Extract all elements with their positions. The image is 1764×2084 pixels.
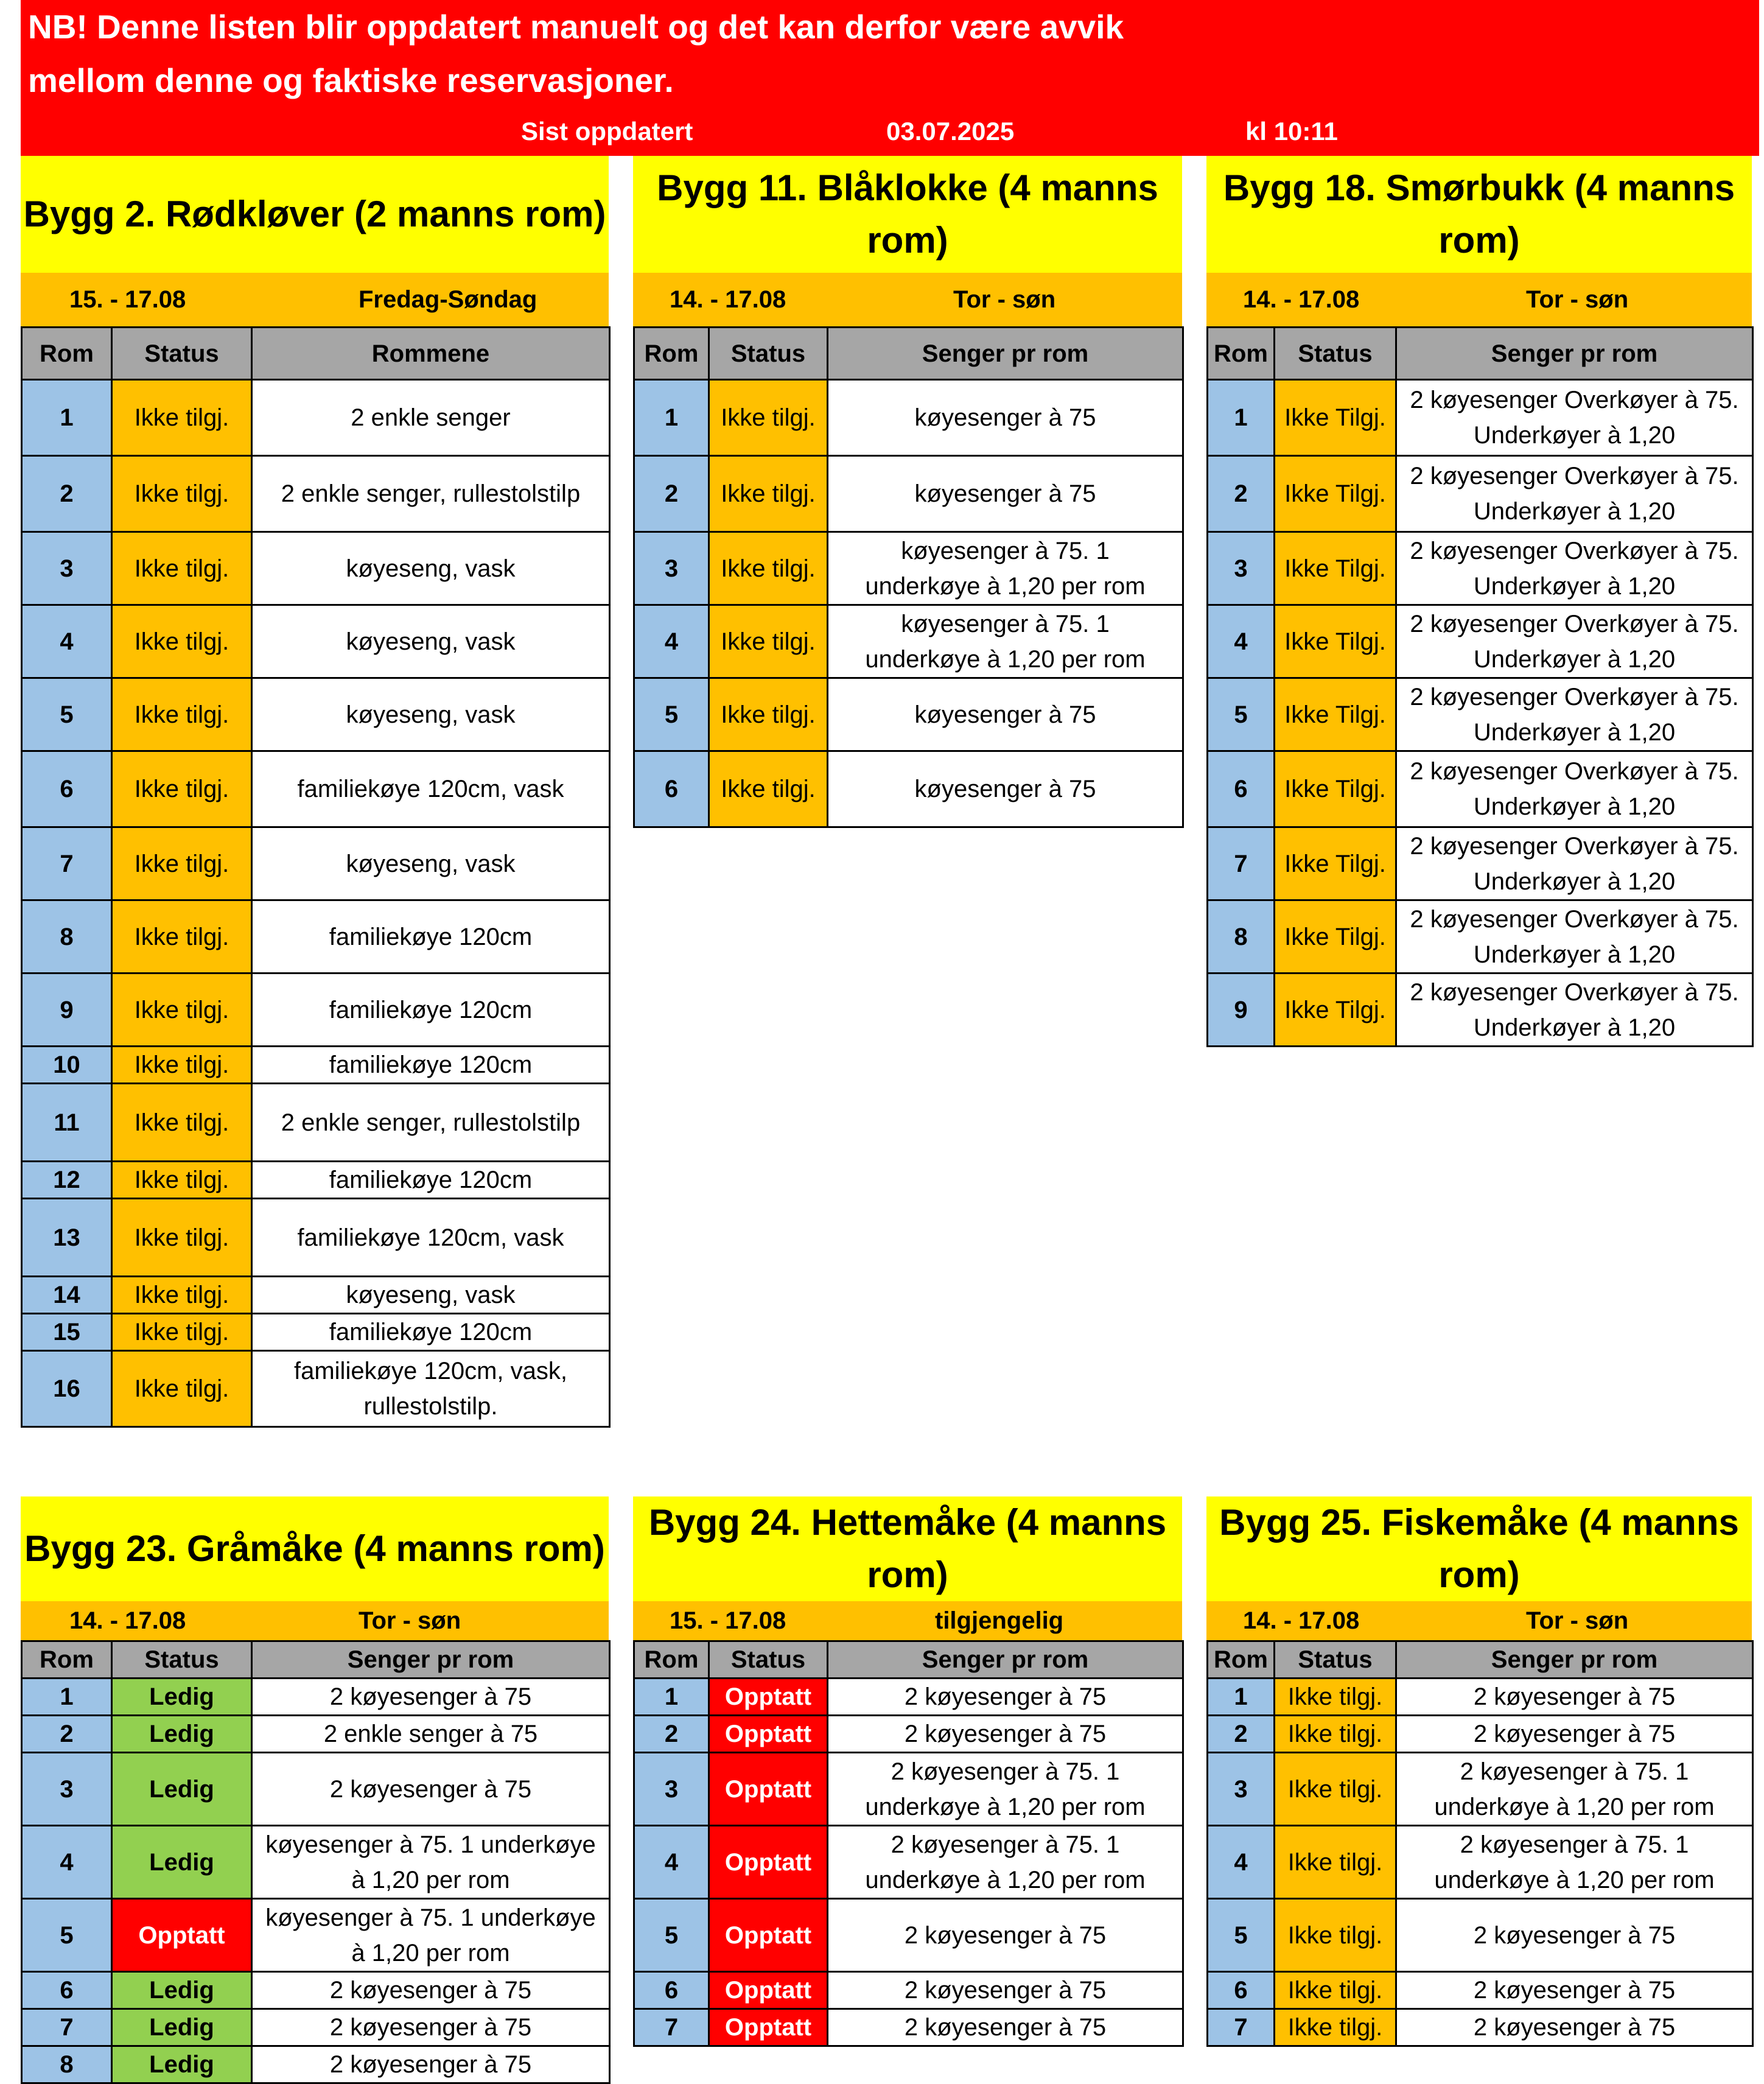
- table-row: [634, 751, 1183, 827]
- room-number: 3: [22, 1753, 112, 1826]
- room-beds: køyeseng, vask: [252, 532, 610, 605]
- table-row: [22, 1753, 610, 1826]
- column-header: Senger pr rom: [828, 328, 1183, 380]
- room-beds: 2 køyesenger à 75. 1 underkøye à 1,20 per rom: [828, 1826, 1183, 1899]
- table-row: [22, 1716, 610, 1753]
- table-row: [22, 380, 610, 456]
- column-header: Status: [112, 328, 252, 380]
- room-status: Opptatt: [709, 1972, 828, 2009]
- booking-period: [1206, 273, 1752, 326]
- column-header: Senger pr rom: [252, 1641, 610, 1679]
- room-beds: 2 køyesenger à 75: [828, 1716, 1183, 1753]
- room-status: Ikke tilgj.: [112, 532, 252, 605]
- building-title: Bygg 18. Smørbukk (4 manns rom): [1206, 156, 1752, 273]
- table-row: [1208, 1899, 1753, 1972]
- room-status: Ikke tilgj.: [112, 1351, 252, 1427]
- table-row: [1208, 1826, 1753, 1899]
- room-beds: køyesenger à 75. 1 underkøye à 1,20 per rom: [252, 1899, 610, 1972]
- table-row: [22, 1899, 610, 1972]
- room-status: Ikke tilgj.: [112, 1314, 252, 1351]
- room-beds: 2 køyesenger Overkøyer à 75. Underkøyer à 1,20: [1396, 827, 1753, 900]
- room-number: 3: [1208, 1753, 1275, 1826]
- room-beds: 2 køyesenger Overkøyer à 75. Underkøyer à 1,20: [1396, 974, 1753, 1047]
- period-days: tilgjengelig: [935, 1607, 1064, 1634]
- building-title: Bygg 25. Fiskemåke (4 manns rom): [1206, 1496, 1752, 1601]
- room-status: Ikke tilgj.: [112, 827, 252, 900]
- room-beds: 2 køyesenger à 75: [828, 1972, 1183, 2009]
- room-beds: køyesenger à 75: [828, 751, 1183, 827]
- room-beds: 2 køyesenger à 75: [252, 2046, 610, 2083]
- room-status: Ikke Tilgj.: [1275, 678, 1396, 751]
- room-beds: 2 køyesenger à 75: [828, 1679, 1183, 1716]
- room-beds: familiekøye 120cm, vask: [252, 751, 610, 827]
- room-status: Ikke Tilgj.: [1275, 974, 1396, 1047]
- room-status: Ikke tilgj.: [112, 974, 252, 1047]
- room-beds: 2 køyesenger à 75: [1396, 1899, 1753, 1972]
- room-number: 7: [22, 2009, 112, 2046]
- room-number: 6: [1208, 751, 1275, 827]
- room-status: Ikke tilgj.: [709, 456, 828, 532]
- room-beds: 2 køyesenger à 75: [252, 1753, 610, 1826]
- room-number: 5: [634, 1899, 709, 1972]
- room-number: 2: [1208, 456, 1275, 532]
- period-days: Tor - søn: [953, 286, 1056, 313]
- room-beds: 2 køyesenger Overkøyer à 75. Underkøyer à 1,20: [1396, 380, 1753, 456]
- room-number: 12: [22, 1162, 112, 1199]
- room-beds: 2 køyesenger Overkøyer à 75. Underkøyer à 1,20: [1396, 751, 1753, 827]
- table-row: [1208, 751, 1753, 827]
- table-row: [1208, 456, 1753, 532]
- room-number: 4: [634, 605, 709, 678]
- period-dates: 15. - 17.08: [670, 1607, 786, 1634]
- room-beds: 2 køyesenger à 75: [252, 1972, 610, 2009]
- rooms-table: [1206, 326, 1754, 1047]
- column-header: Rom: [634, 1641, 709, 1679]
- room-beds: familiekøye 120cm: [252, 1314, 610, 1351]
- room-beds: køyeseng, vask: [252, 678, 610, 751]
- updated-time: kl 10:11: [1245, 117, 1338, 146]
- room-status: Ledig: [112, 1679, 252, 1716]
- column-header: Rom: [1208, 1641, 1275, 1679]
- room-number: 4: [1208, 605, 1275, 678]
- table-row: [1208, 900, 1753, 974]
- room-number: 6: [634, 1972, 709, 2009]
- room-status: Ledig: [112, 1826, 252, 1899]
- room-number: 1: [634, 380, 709, 456]
- room-number: 5: [22, 678, 112, 751]
- period-days: Tor - søn: [1526, 1607, 1629, 1634]
- table-row: [1208, 974, 1753, 1047]
- table-row: [1208, 1753, 1753, 1826]
- rooms-table: [1206, 1640, 1754, 2047]
- warning-line-2: mellom denne og faktiske reservasjoner.: [28, 61, 674, 99]
- room-beds: køyesenger à 75. 1 underkøye à 1,20 per rom: [828, 605, 1183, 678]
- room-beds: 2 enkle senger, rullestolstilp: [252, 1084, 610, 1162]
- room-number: 7: [1208, 827, 1275, 900]
- table-row: [634, 2009, 1183, 2046]
- room-number: 13: [22, 1199, 112, 1277]
- room-status: Ikke tilgj.: [112, 900, 252, 974]
- room-beds: 2 køyesenger Overkøyer à 75. Underkøyer à 1,20: [1396, 605, 1753, 678]
- room-number: 6: [22, 1972, 112, 2009]
- rooms-table: [633, 326, 1184, 828]
- room-status: Ikke tilgj.: [709, 532, 828, 605]
- table-row: [634, 605, 1183, 678]
- room-number: 2: [22, 456, 112, 532]
- room-beds: 2 køyesenger à 75: [1396, 2009, 1753, 2046]
- room-beds: 2 køyesenger à 75: [828, 2009, 1183, 2046]
- room-number: 11: [22, 1084, 112, 1162]
- rooms-table: [21, 1640, 611, 2084]
- table-header-row: [22, 1641, 610, 1679]
- table-row: [1208, 1972, 1753, 2009]
- column-header: Senger pr rom: [1396, 1641, 1753, 1679]
- room-number: 7: [1208, 2009, 1275, 2046]
- room-beds: 2 køyesenger à 75: [252, 2009, 610, 2046]
- table-row: [634, 1716, 1183, 1753]
- room-beds: 2 køyesenger à 75: [1396, 1972, 1753, 2009]
- rooms-table: [633, 1640, 1184, 2047]
- room-status: Ikke tilgj.: [112, 1047, 252, 1084]
- room-status: Ikke Tilgj.: [1275, 532, 1396, 605]
- room-status: Ikke tilgj.: [112, 1277, 252, 1314]
- room-status: Opptatt: [709, 1716, 828, 1753]
- column-header: Status: [709, 328, 828, 380]
- room-beds: køyesenger à 75: [828, 380, 1183, 456]
- table-row: [634, 1753, 1183, 1826]
- room-number: 2: [634, 1716, 709, 1753]
- room-beds: familiekøye 120cm: [252, 1047, 610, 1084]
- table-row: [22, 2009, 610, 2046]
- room-beds: 2 køyesenger Overkøyer à 75. Underkøyer à 1,20: [1396, 456, 1753, 532]
- room-number: 5: [1208, 1899, 1275, 1972]
- room-status: Ikke tilgj.: [1275, 1679, 1396, 1716]
- room-status: Opptatt: [709, 1826, 828, 1899]
- room-number: 4: [22, 605, 112, 678]
- room-beds: familiekøye 120cm: [252, 1162, 610, 1199]
- updated-date: 03.07.2025: [886, 117, 1015, 146]
- table-row: [634, 380, 1183, 456]
- room-status: Ledig: [112, 1716, 252, 1753]
- room-status: Ikke Tilgj.: [1275, 380, 1396, 456]
- room-number: 1: [22, 1679, 112, 1716]
- building-title: Bygg 11. Blåklokke (4 manns rom): [633, 156, 1182, 273]
- room-status: Ikke Tilgj.: [1275, 900, 1396, 974]
- table-row: [22, 900, 610, 974]
- room-number: 4: [22, 1826, 112, 1899]
- room-beds: 2 enkle senger: [252, 380, 610, 456]
- room-status: Ikke tilgj.: [112, 1162, 252, 1199]
- table-row: [1208, 1716, 1753, 1753]
- warning-line-1: NB! Denne listen blir oppdatert manuelt og det kan derfor være avvik: [28, 8, 1124, 46]
- room-beds: 2 køyesenger Overkøyer à 75. Underkøyer à 1,20: [1396, 532, 1753, 605]
- rooms-table: [21, 326, 611, 1428]
- table-row: [22, 1199, 610, 1277]
- table-row: [1208, 827, 1753, 900]
- column-header: Senger pr rom: [828, 1641, 1183, 1679]
- room-beds: køyeseng, vask: [252, 605, 610, 678]
- table-row: [22, 1084, 610, 1162]
- room-number: 6: [22, 751, 112, 827]
- column-header: Rom: [634, 328, 709, 380]
- table-row: [22, 1679, 610, 1716]
- room-number: 1: [634, 1679, 709, 1716]
- room-status: Ikke tilgj.: [1275, 1716, 1396, 1753]
- period-dates: 15. - 17.08: [69, 286, 186, 313]
- table-row: [22, 605, 610, 678]
- room-status: Ikke tilgj.: [112, 678, 252, 751]
- table-row: [22, 1314, 610, 1351]
- column-header: Status: [1275, 1641, 1396, 1679]
- room-number: 6: [1208, 1972, 1275, 2009]
- room-number: 7: [22, 827, 112, 900]
- period-days: Tor - søn: [1526, 286, 1629, 313]
- table-row: [1208, 678, 1753, 751]
- room-status: Opptatt: [112, 1899, 252, 1972]
- room-number: 6: [634, 751, 709, 827]
- table-row: [22, 827, 610, 900]
- room-status: Ledig: [112, 1972, 252, 2009]
- warning-banner: [21, 0, 1759, 156]
- booking-period: [21, 273, 609, 326]
- table-row: [634, 1899, 1183, 1972]
- table-row: [1208, 380, 1753, 456]
- table-row: [22, 1826, 610, 1899]
- period-days: Tor - søn: [359, 1607, 461, 1634]
- room-beds: 2 køyesenger à 75. 1 underkøye à 1,20 per rom: [828, 1753, 1183, 1826]
- room-status: Ikke tilgj.: [709, 678, 828, 751]
- table-row: [22, 1162, 610, 1199]
- room-beds: familiekøye 120cm, vask: [252, 1199, 610, 1277]
- booking-period: [633, 273, 1182, 326]
- room-beds: 2 køyesenger Overkøyer à 75. Underkøyer à 1,20: [1396, 900, 1753, 974]
- table-row: [22, 751, 610, 827]
- table-row: [634, 532, 1183, 605]
- table-header-row: [634, 328, 1183, 380]
- table-row: [22, 1972, 610, 2009]
- table-header-row: [1208, 328, 1753, 380]
- table-header-row: [634, 1641, 1183, 1679]
- period-dates: 14. - 17.08: [69, 1607, 186, 1634]
- booking-period: [1206, 1601, 1752, 1640]
- room-status: Ledig: [112, 1753, 252, 1826]
- room-status: Opptatt: [709, 1679, 828, 1716]
- room-number: 4: [1208, 1826, 1275, 1899]
- room-status: Ikke tilgj.: [112, 1199, 252, 1277]
- room-number: 2: [1208, 1716, 1275, 1753]
- room-beds: køyesenger à 75: [828, 456, 1183, 532]
- room-number: 1: [22, 380, 112, 456]
- room-status: Ikke Tilgj.: [1275, 751, 1396, 827]
- room-status: Ikke tilgj.: [112, 751, 252, 827]
- table-header-row: [1208, 1641, 1753, 1679]
- room-number: 2: [634, 456, 709, 532]
- table-row: [22, 2046, 610, 2083]
- room-number: 3: [634, 1753, 709, 1826]
- room-number: 1: [1208, 1679, 1275, 1716]
- table-row: [22, 974, 610, 1047]
- room-number: 1: [1208, 380, 1275, 456]
- room-beds: 2 køyesenger à 75: [1396, 1679, 1753, 1716]
- room-beds: køyesenger à 75. 1 underkøye à 1,20 per rom: [828, 532, 1183, 605]
- table-row: [634, 1679, 1183, 1716]
- room-beds: 2 køyesenger Overkøyer à 75. Underkøyer à 1,20: [1396, 678, 1753, 751]
- booking-period: [21, 1601, 609, 1640]
- column-header: Rom: [1208, 328, 1275, 380]
- table-row: [634, 678, 1183, 751]
- column-header: Senger pr rom: [1396, 328, 1753, 380]
- room-status: Ikke tilgj.: [1275, 2009, 1396, 2046]
- room-status: Ikke tilgj.: [112, 456, 252, 532]
- room-beds: familiekøye 120cm: [252, 974, 610, 1047]
- table-header-row: [22, 328, 610, 380]
- column-header: Rom: [22, 328, 112, 380]
- room-status: Ikke tilgj.: [1275, 1972, 1396, 2009]
- table-row: [634, 1826, 1183, 1899]
- room-number: 4: [634, 1826, 709, 1899]
- table-row: [22, 456, 610, 532]
- column-header: Status: [112, 1641, 252, 1679]
- room-status: Ikke tilgj.: [709, 751, 828, 827]
- room-number: 8: [22, 900, 112, 974]
- column-header: Status: [709, 1641, 828, 1679]
- building-title: Bygg 23. Gråmåke (4 manns rom): [21, 1496, 609, 1601]
- table-row: [1208, 605, 1753, 678]
- table-row: [634, 1972, 1183, 2009]
- room-status: Opptatt: [709, 1899, 828, 1972]
- booking-period: [633, 1601, 1182, 1640]
- room-beds: familiekøye 120cm: [252, 900, 610, 974]
- room-number: 3: [1208, 532, 1275, 605]
- room-status: Ikke tilgj.: [709, 605, 828, 678]
- room-status: Ikke tilgj.: [112, 605, 252, 678]
- column-header: Rommene: [252, 328, 610, 380]
- room-beds: 2 enkle senger à 75: [252, 1716, 610, 1753]
- period-dates: 14. - 17.08: [670, 286, 786, 313]
- table-row: [1208, 532, 1753, 605]
- room-number: 2: [22, 1716, 112, 1753]
- room-number: 8: [22, 2046, 112, 2083]
- room-status: Ledig: [112, 2046, 252, 2083]
- room-status: Ikke Tilgj.: [1275, 827, 1396, 900]
- room-number: 5: [1208, 678, 1275, 751]
- room-beds: 2 køyesenger à 75: [828, 1899, 1183, 1972]
- room-beds: køyeseng, vask: [252, 827, 610, 900]
- updated-label: Sist oppdatert: [521, 117, 693, 146]
- period-dates: 14. - 17.08: [1243, 286, 1360, 313]
- period-dates: 14. - 17.08: [1243, 1607, 1360, 1634]
- table-row: [22, 532, 610, 605]
- room-beds: 2 køyesenger à 75: [1396, 1716, 1753, 1753]
- room-number: 3: [22, 532, 112, 605]
- table-row: [22, 1047, 610, 1084]
- room-number: 16: [22, 1351, 112, 1427]
- room-status: Ikke tilgj.: [709, 380, 828, 456]
- table-row: [22, 678, 610, 751]
- table-row: [22, 1351, 610, 1427]
- room-number: 8: [1208, 900, 1275, 974]
- room-number: 14: [22, 1277, 112, 1314]
- building-title: Bygg 24. Hettemåke (4 manns rom): [633, 1496, 1182, 1601]
- room-status: Ikke tilgj.: [1275, 1753, 1396, 1826]
- room-status: Ikke tilgj.: [112, 380, 252, 456]
- room-status: Opptatt: [709, 2009, 828, 2046]
- room-number: 9: [22, 974, 112, 1047]
- room-beds: 2 enkle senger, rullestolstilp: [252, 456, 610, 532]
- room-number: 10: [22, 1047, 112, 1084]
- room-number: 7: [634, 2009, 709, 2046]
- column-header: Status: [1275, 328, 1396, 380]
- table-row: [634, 456, 1183, 532]
- room-number: 9: [1208, 974, 1275, 1047]
- room-number: 3: [634, 532, 709, 605]
- room-status: Ikke tilgj.: [1275, 1826, 1396, 1899]
- room-beds: 2 køyesenger à 75. 1 underkøye à 1,20 per rom: [1396, 1753, 1753, 1826]
- column-header: Rom: [22, 1641, 112, 1679]
- room-status: Ikke Tilgj.: [1275, 456, 1396, 532]
- room-beds: familiekøye 120cm, vask, rullestolstilp.: [252, 1351, 610, 1427]
- room-beds: køyeseng, vask: [252, 1277, 610, 1314]
- room-beds: 2 køyesenger à 75: [252, 1679, 610, 1716]
- period-days: Fredag-Søndag: [359, 286, 537, 313]
- room-status: Opptatt: [709, 1753, 828, 1826]
- table-row: [1208, 1679, 1753, 1716]
- room-beds: køyesenger à 75. 1 underkøye à 1,20 per rom: [252, 1826, 610, 1899]
- room-status: Ikke Tilgj.: [1275, 605, 1396, 678]
- table-row: [22, 1277, 610, 1314]
- room-status: Ledig: [112, 2009, 252, 2046]
- room-number: 5: [634, 678, 709, 751]
- building-title: Bygg 2. Rødkløver (2 manns rom): [21, 156, 609, 273]
- room-beds: køyesenger à 75: [828, 678, 1183, 751]
- room-number: 5: [22, 1899, 112, 1972]
- room-status: Ikke tilgj.: [1275, 1899, 1396, 1972]
- room-number: 15: [22, 1314, 112, 1351]
- table-row: [1208, 2009, 1753, 2046]
- room-status: Ikke tilgj.: [112, 1084, 252, 1162]
- room-beds: 2 køyesenger à 75. 1 underkøye à 1,20 per rom: [1396, 1826, 1753, 1899]
